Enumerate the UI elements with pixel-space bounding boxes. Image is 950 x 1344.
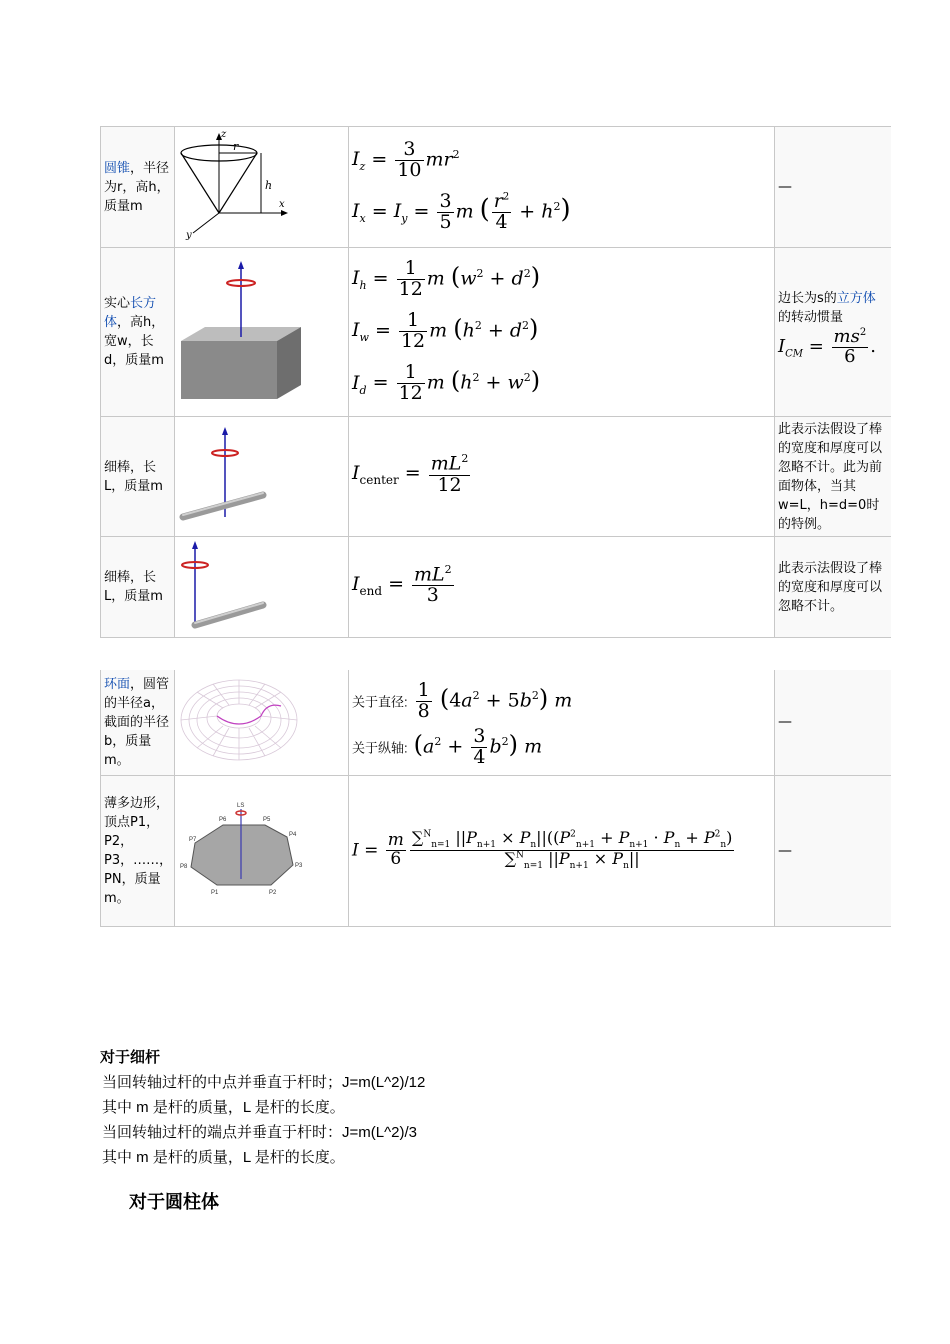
vertex-label: P2 xyxy=(269,889,277,896)
polygon-plate-render-icon xyxy=(177,801,307,897)
desc-cell: 细棒，长L，质量m xyxy=(101,417,175,537)
link-cube[interactable]: 立方体 xyxy=(836,291,876,307)
note-cell: — xyxy=(775,670,891,775)
formula-cell xyxy=(349,417,775,537)
figure-cell xyxy=(175,775,349,926)
desc-cell xyxy=(101,248,175,417)
formula: 关于纵轴: ($a^2$ + $\frac{3}{4}$ $b^2$) m xyxy=(352,725,543,769)
formula-caption: 关于直径: xyxy=(352,694,408,710)
desc-cell xyxy=(101,127,175,248)
radius-label: r xyxy=(233,140,239,153)
cone-diagram-icon xyxy=(177,129,289,241)
note-cell: 此表示法假设了棒的宽度和厚度可以忽略不计。 xyxy=(775,537,891,638)
formula-cell xyxy=(349,248,775,417)
formula: 关于直径: $\frac{1}{8}$ $(4a^2 + 5b^2)$ m xyxy=(352,678,573,722)
cuboid-3d-render-icon xyxy=(177,259,301,401)
formula-cell xyxy=(349,537,775,638)
formula-caption: 关于纵轴: xyxy=(352,740,408,756)
formula: $I_d$ = $\frac{1}{12}$ m $(h^2 + w^2)$ xyxy=(352,361,541,405)
axis-label: z xyxy=(221,129,227,140)
vertex-label: P7 xyxy=(189,836,197,843)
vertex-label: P3 xyxy=(295,862,303,869)
vertex-label: P5 xyxy=(263,816,271,823)
formula: $I_x = I_y$ = $\frac{3}{5}$ m ( $\frac{r^2}{4}$ + $h^2$) xyxy=(352,189,571,233)
figure-cell xyxy=(175,417,349,537)
table-row xyxy=(101,537,891,638)
note-cell xyxy=(775,248,891,417)
section-heading-rod: 对于细杆 xyxy=(100,1049,161,1066)
axis-label: y xyxy=(186,230,192,241)
note-text: 边长为s的 xyxy=(778,291,837,307)
desc-cell xyxy=(101,670,175,775)
paragraph-line: 当回转轴过杆的端点并垂直于杆时：J=m(L^2)/3 xyxy=(102,1124,417,1141)
formula: $I_{CM}$ = $\frac{ms^2}{6}$ . xyxy=(778,326,876,367)
section-heading-cylinder: 对于圆柱体 xyxy=(129,1192,219,1212)
paragraph-line: 其中 m 是杆的质量，L 是杆的长度。 xyxy=(102,1099,345,1116)
note-cell: — xyxy=(775,775,891,926)
paragraph-line: 其中 m 是杆的质量，L 是杆的长度。 xyxy=(102,1149,345,1166)
table-row xyxy=(101,775,891,926)
table-row xyxy=(101,670,891,775)
figure-cell xyxy=(175,537,349,638)
formula: $I_z$ = $\frac{3}{10}$ $mr^2$ xyxy=(352,137,460,181)
vertex-label: P4 xyxy=(289,831,297,838)
desc-text: ，高h，宽w，长d，质量m xyxy=(104,315,165,369)
link-cone[interactable]: 圆锥 xyxy=(104,160,131,176)
desc-text: 实心 xyxy=(104,296,131,312)
rod-end-axis-render-icon xyxy=(177,539,267,631)
formula: $I_w$ = $\frac{1}{12}$ m $(h^2 + d^2)$ xyxy=(352,309,539,352)
rod-center-axis-render-icon xyxy=(177,425,267,525)
paragraph-line: 当回转轴过杆的中点并垂直于杆时；J=m(L^2)/12 xyxy=(102,1074,426,1091)
note-cell: 此表示法假设了棒的宽度和厚度可以忽略不计。此为前面物体，当其w=L，h=d=0时的特例。 xyxy=(775,417,891,537)
inertia-table-2 xyxy=(100,670,891,927)
height-label: h xyxy=(265,179,273,192)
inertia-table-1 xyxy=(100,126,891,638)
formula-cell xyxy=(349,127,775,248)
desc-cell: 薄多边形，顶点P1，P2，P3，……，PN，质量m。 xyxy=(101,775,175,926)
note-cell: — xyxy=(775,127,891,248)
formula: $I_{center}$ = $\frac{mL^2}{12}$ xyxy=(352,452,469,496)
link-cuboid[interactable]: 长方体 xyxy=(104,296,157,331)
desc-cell: 细棒，长L，质量m xyxy=(101,537,175,638)
formula-cell xyxy=(349,670,775,775)
note-text: 的转动惯量 xyxy=(778,310,844,326)
desc-text: ，圆管的半径a，截面的半径b，质量m。 xyxy=(104,676,170,768)
desc-text: ，半径为r，高h，质量m xyxy=(104,160,170,214)
figure-cell xyxy=(175,670,349,775)
axis-label: x xyxy=(279,199,285,210)
figure-cell xyxy=(175,248,349,417)
torus-wireframe-icon xyxy=(177,672,301,768)
formula: I = $\frac{m}{6}$ $\frac{\sum^N_{n=1} ||P_{n+1} \times P_n||((P^2_{n+1} + P_{n+1} \cdot P_n + P^2_n)}{\sum^N_{n=1} ||P_{n+1} \times P_n||}$ xyxy=(352,827,733,872)
table-row xyxy=(101,248,891,417)
figure-cell xyxy=(175,127,349,248)
table-row xyxy=(101,417,891,537)
link-torus[interactable]: 环面 xyxy=(104,676,131,692)
formula-cell xyxy=(349,775,775,926)
axis-label: LS xyxy=(237,802,245,809)
vertex-label: P6 xyxy=(219,816,227,823)
formula: $I_h$ = $\frac{1}{12}$ m $(w^2 + d^2)$ xyxy=(352,256,541,300)
vertex-label: P1 xyxy=(211,889,219,896)
vertex-label: P8 xyxy=(180,863,188,870)
table-row xyxy=(101,127,891,248)
formula: $I_{end}$ = $\frac{mL^2}{3}$ xyxy=(352,562,452,607)
